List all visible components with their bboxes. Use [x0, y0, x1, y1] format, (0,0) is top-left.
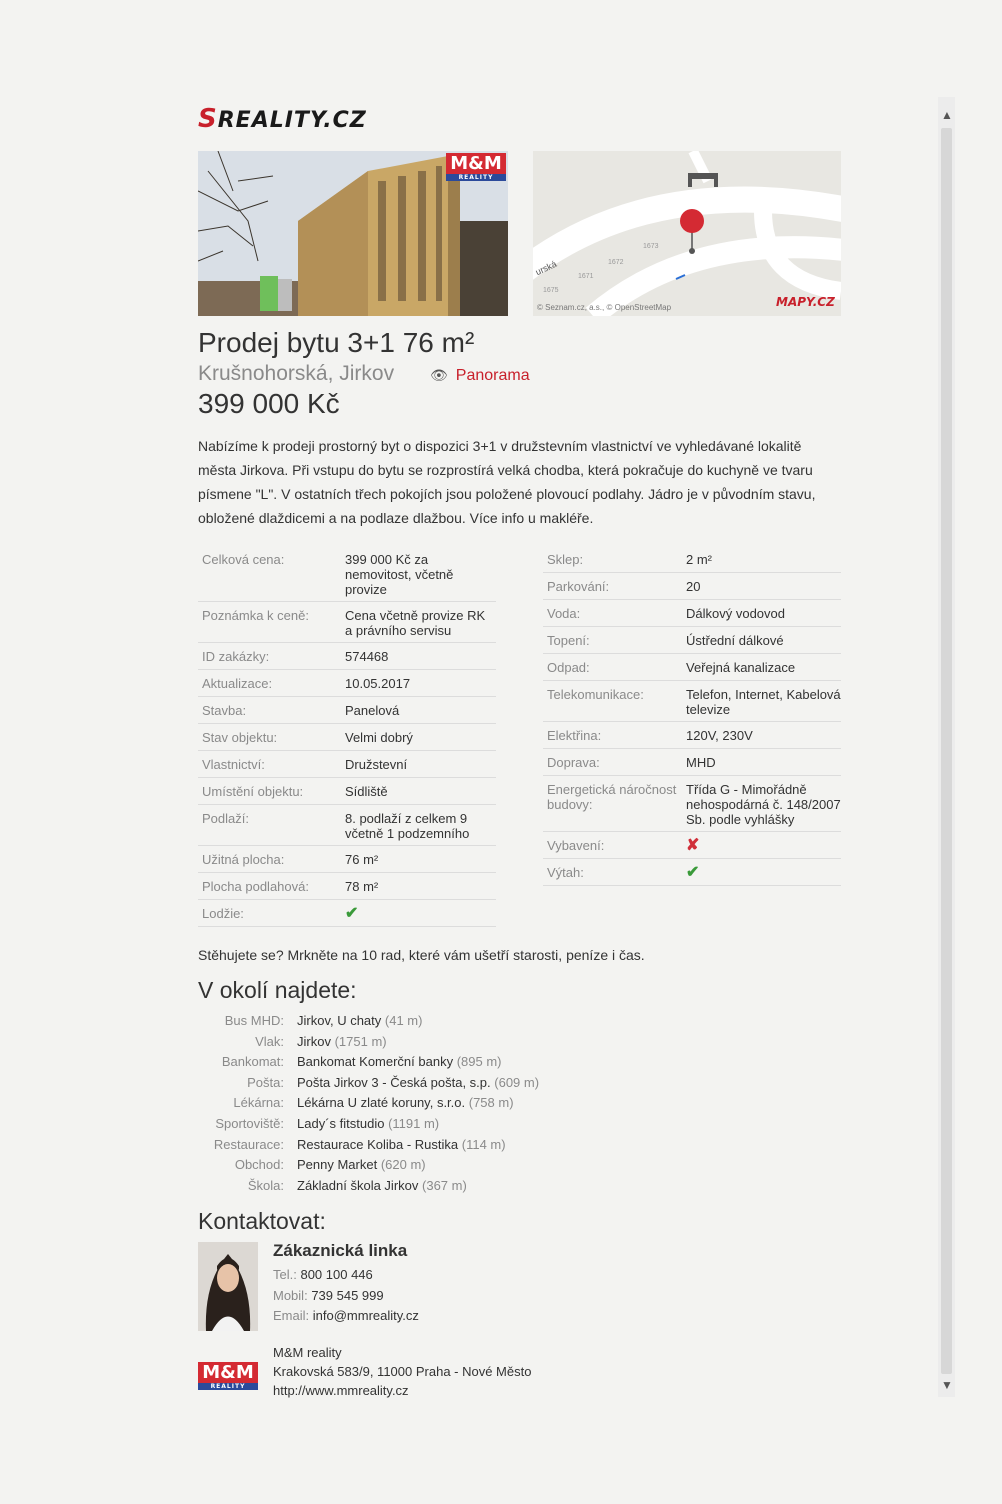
map-thumbnail[interactable]: [533, 151, 841, 316]
param-value: Dálkový vodovod: [686, 606, 785, 621]
nearby-category: Vlak:: [255, 1033, 284, 1049]
nearby-place[interactable]: Bankomat Komerční banky: [297, 1054, 454, 1070]
nearby-heading: V okolí najdete:: [198, 977, 357, 1003]
param-row: [198, 805, 496, 846]
nearby-place[interactable]: Lady´s fitstudio: [297, 1115, 385, 1131]
mobile-value[interactable]: 739 545 999: [311, 1287, 384, 1303]
nearby-list: [198, 1011, 539, 1196]
nearby-distance: (758 m): [468, 1095, 514, 1111]
param-label: Telekomunikace:: [547, 687, 644, 702]
cross-icon: ✘: [686, 837, 700, 854]
param-value: 20: [686, 579, 701, 594]
param-row: [543, 546, 841, 573]
agency-url[interactable]: http://www.mmreality.cz: [273, 1383, 409, 1398]
param-label: Vlastnictví:: [202, 757, 265, 772]
nearby-place[interactable]: Penny Market: [297, 1157, 378, 1173]
panorama-label: Panorama: [455, 367, 530, 384]
param-value: Sídliště: [345, 784, 388, 799]
param-value: Telefon, Internet, Kabelová televize: [686, 687, 841, 717]
email-link[interactable]: info@mmreality.cz: [312, 1308, 419, 1324]
param-row: [198, 670, 496, 697]
param-label: Parkování:: [547, 579, 610, 594]
param-label: ID zakázky:: [202, 649, 270, 664]
contact-info: [273, 1265, 419, 1327]
param-label: Užitná plocha:: [202, 852, 285, 867]
phone-label: Tel.:: [273, 1267, 297, 1282]
nearby-item: [198, 1011, 539, 1032]
map-number-label: 1675: [543, 287, 559, 294]
nearby-item: [198, 1052, 539, 1073]
nearby-item: [198, 1114, 539, 1135]
param-row: [198, 643, 496, 670]
param-row: [543, 832, 841, 859]
param-value: Třída G - Mimořádně nehospodárná č. 148/2007 Sb. podle vyhlášky: [686, 782, 841, 827]
param-value: Družstevní: [345, 757, 408, 772]
contact-phone-row: [273, 1265, 419, 1286]
map-image: [533, 151, 841, 316]
listing-price: 399 000 Kč: [198, 388, 340, 419]
param-value: Panelová: [345, 703, 400, 718]
nearby-category: Pošta:: [247, 1074, 284, 1090]
email-label: Email:: [273, 1308, 310, 1324]
scroll-down-icon[interactable]: ▼: [941, 1378, 953, 1392]
map-number-label: 1672: [608, 259, 624, 266]
agent-avatar: [198, 1242, 258, 1331]
param-label: Sklep:: [547, 552, 584, 567]
param-value: 76 m²: [345, 852, 379, 867]
nearby-place[interactable]: Restaurace Koliba - Rustika: [297, 1136, 459, 1152]
param-value: 78 m²: [345, 879, 379, 894]
param-value: Velmi dobrý: [345, 730, 413, 745]
param-row: [198, 602, 496, 643]
map-number-label: 1671: [578, 273, 594, 280]
agency-info: [273, 1343, 531, 1400]
params-table-left: [198, 546, 496, 927]
nearby-category: Lékárna:: [233, 1095, 284, 1111]
param-row: [543, 654, 841, 681]
nearby-distance: (895 m): [456, 1054, 502, 1070]
nearby-distance: (1191 m): [388, 1115, 440, 1131]
scroll-up-icon[interactable]: ▲: [941, 108, 953, 122]
param-value: 120V, 230V: [686, 728, 753, 743]
mapy-cz-logo: MAPY.CZ: [776, 295, 835, 309]
nearby-item: [198, 1135, 539, 1156]
listing-locality[interactable]: Krušnohorská, Jirkov: [198, 362, 395, 385]
param-value: Ústřední dálkové: [686, 633, 784, 648]
params-table-right: [543, 546, 841, 886]
nearby-category: Škola:: [247, 1177, 284, 1193]
param-row: [543, 859, 841, 886]
param-label: Umístění objektu:: [202, 784, 304, 799]
nearby-distance: (620 m): [380, 1157, 426, 1173]
contact-mobile-row: [273, 1286, 419, 1307]
param-label: Aktualizace:: [202, 676, 273, 691]
agency-name: M&M reality: [273, 1345, 342, 1360]
param-value: 574468: [345, 649, 389, 664]
nearby-place[interactable]: Jirkov: [297, 1033, 331, 1049]
nearby-item: [198, 1032, 539, 1053]
nearby-category: Obchod:: [234, 1157, 284, 1173]
mm-reality-badge: M&M REALITY: [446, 153, 506, 181]
moving-tips-link[interactable]: Stěhujete se? Mrkněte na 10 rad, které vám ušetří starosti, peníze i čas.: [198, 947, 645, 963]
map-street-label: urská: [533, 258, 559, 278]
nearby-item: [198, 1093, 539, 1114]
nearby-distance: (367 m): [422, 1177, 467, 1193]
param-row: [543, 627, 841, 654]
param-value: MHD: [686, 755, 716, 770]
param-label: Podlaží:: [202, 811, 249, 826]
param-label: Energetická náročnost budovy:: [547, 782, 677, 812]
param-row: [543, 573, 841, 600]
nearby-place[interactable]: Pošta Jirkov 3 - Česká pošta, s.p.: [297, 1074, 491, 1090]
nearby-place[interactable]: Základní škola Jirkov: [297, 1177, 419, 1193]
param-value: 10.05.2017: [345, 676, 411, 691]
agency-address: Krakovská 583/9, 11000 Praha - Nové Město: [273, 1364, 532, 1379]
contact-name: Zákaznická linka: [273, 1241, 408, 1260]
param-row: [198, 697, 496, 724]
nearby-category: Bankomat:: [221, 1054, 284, 1070]
nearby-distance: (609 m): [494, 1074, 540, 1090]
param-row: [543, 749, 841, 776]
agency-logo[interactable]: M&M REALITY: [198, 1362, 258, 1390]
listing-photo[interactable]: [198, 151, 508, 316]
param-label: Celková cena:: [202, 552, 285, 567]
param-label: Doprava:: [547, 755, 600, 770]
listing-title: Prodej bytu 3+1 76 m²: [198, 327, 475, 358]
scrollbar-thumb[interactable]: [941, 128, 952, 1374]
param-value: Cena včetně provize RK a právního servisu: [345, 608, 486, 638]
param-label: Plocha podlahová:: [202, 879, 309, 894]
param-row: [543, 681, 841, 722]
nearby-distance: (114 m): [461, 1136, 506, 1152]
param-row: [198, 778, 496, 805]
param-label: Výtah:: [547, 865, 584, 880]
contact-heading: Kontaktovat:: [198, 1208, 326, 1234]
nearby-category: Sportoviště:: [215, 1115, 284, 1131]
check-icon: ✔: [686, 864, 700, 881]
param-row: [198, 751, 496, 778]
param-label: Odpad:: [547, 660, 590, 675]
nearby-place[interactable]: Jirkov, U chaty: [297, 1013, 382, 1028]
param-label: Vybavení:: [547, 838, 605, 853]
sreality-logo[interactable]: SREALITY.CZ: [198, 104, 367, 134]
mobile-label: Mobil:: [273, 1287, 308, 1303]
param-value: 8. podlaží z celkem 9 včetně 1 podzemního: [345, 811, 470, 841]
nearby-category: Restaurace:: [213, 1136, 284, 1152]
param-row: [543, 600, 841, 627]
param-row: [198, 873, 496, 900]
map-number-label: 1673: [643, 243, 659, 250]
nearby-item: [198, 1176, 539, 1197]
param-label: Elektřina:: [547, 728, 602, 743]
eye-icon: 👁: [430, 367, 448, 383]
nearby-item: [198, 1073, 539, 1094]
listing-description: Nabízíme k prodeji prostorný byt o dispozici 3+1 v družstevním vlastnictví ve vyhledávané lokalitě města Jirkova. Při vstupu do bytu se rozprostírá velká chodba, která pokračuje do kuchyně ve tvaru písmene "L". V ostatních třech pokojích jsou položené plovoucí podlahy. Jádro je v původním stavu, obložené dlaždicemi a na podlaze dlažbou. Více info u makléře.: [198, 438, 816, 526]
contact-email-row: [273, 1306, 419, 1327]
nearby-distance: (41 m): [384, 1013, 423, 1028]
param-label: Stav objektu:: [202, 730, 278, 745]
param-row: [198, 724, 496, 751]
nearby-place[interactable]: Lékárna U zlaté koruny, s.r.o.: [297, 1095, 466, 1111]
param-label: Poznámka k ceně:: [202, 608, 309, 623]
nearby-distance: (1751 m): [334, 1033, 387, 1049]
param-label: Lodžie:: [202, 906, 244, 921]
nearby-item: [198, 1155, 539, 1176]
param-value: 2 m²: [686, 552, 712, 567]
param-value: Veřejná kanalizace: [686, 660, 796, 675]
param-label: Voda:: [547, 606, 581, 621]
phone-value[interactable]: 800 100 446: [300, 1267, 373, 1282]
param-value: 399 000 Kč za nemovitost, včetně provize: [345, 552, 454, 597]
param-row: [198, 846, 496, 873]
param-label: Topení:: [547, 633, 590, 648]
map-attribution: © Seznam.cz, a.s., © OpenStreetMap: [537, 303, 672, 312]
param-row: [198, 546, 496, 602]
param-label: Stavba:: [202, 703, 247, 718]
nearby-category: Bus MHD:: [224, 1013, 284, 1028]
param-row: [198, 900, 496, 927]
panorama-link[interactable]: [430, 367, 530, 385]
check-icon: ✔: [345, 905, 359, 922]
param-row: [543, 776, 841, 832]
param-row: [543, 722, 841, 749]
